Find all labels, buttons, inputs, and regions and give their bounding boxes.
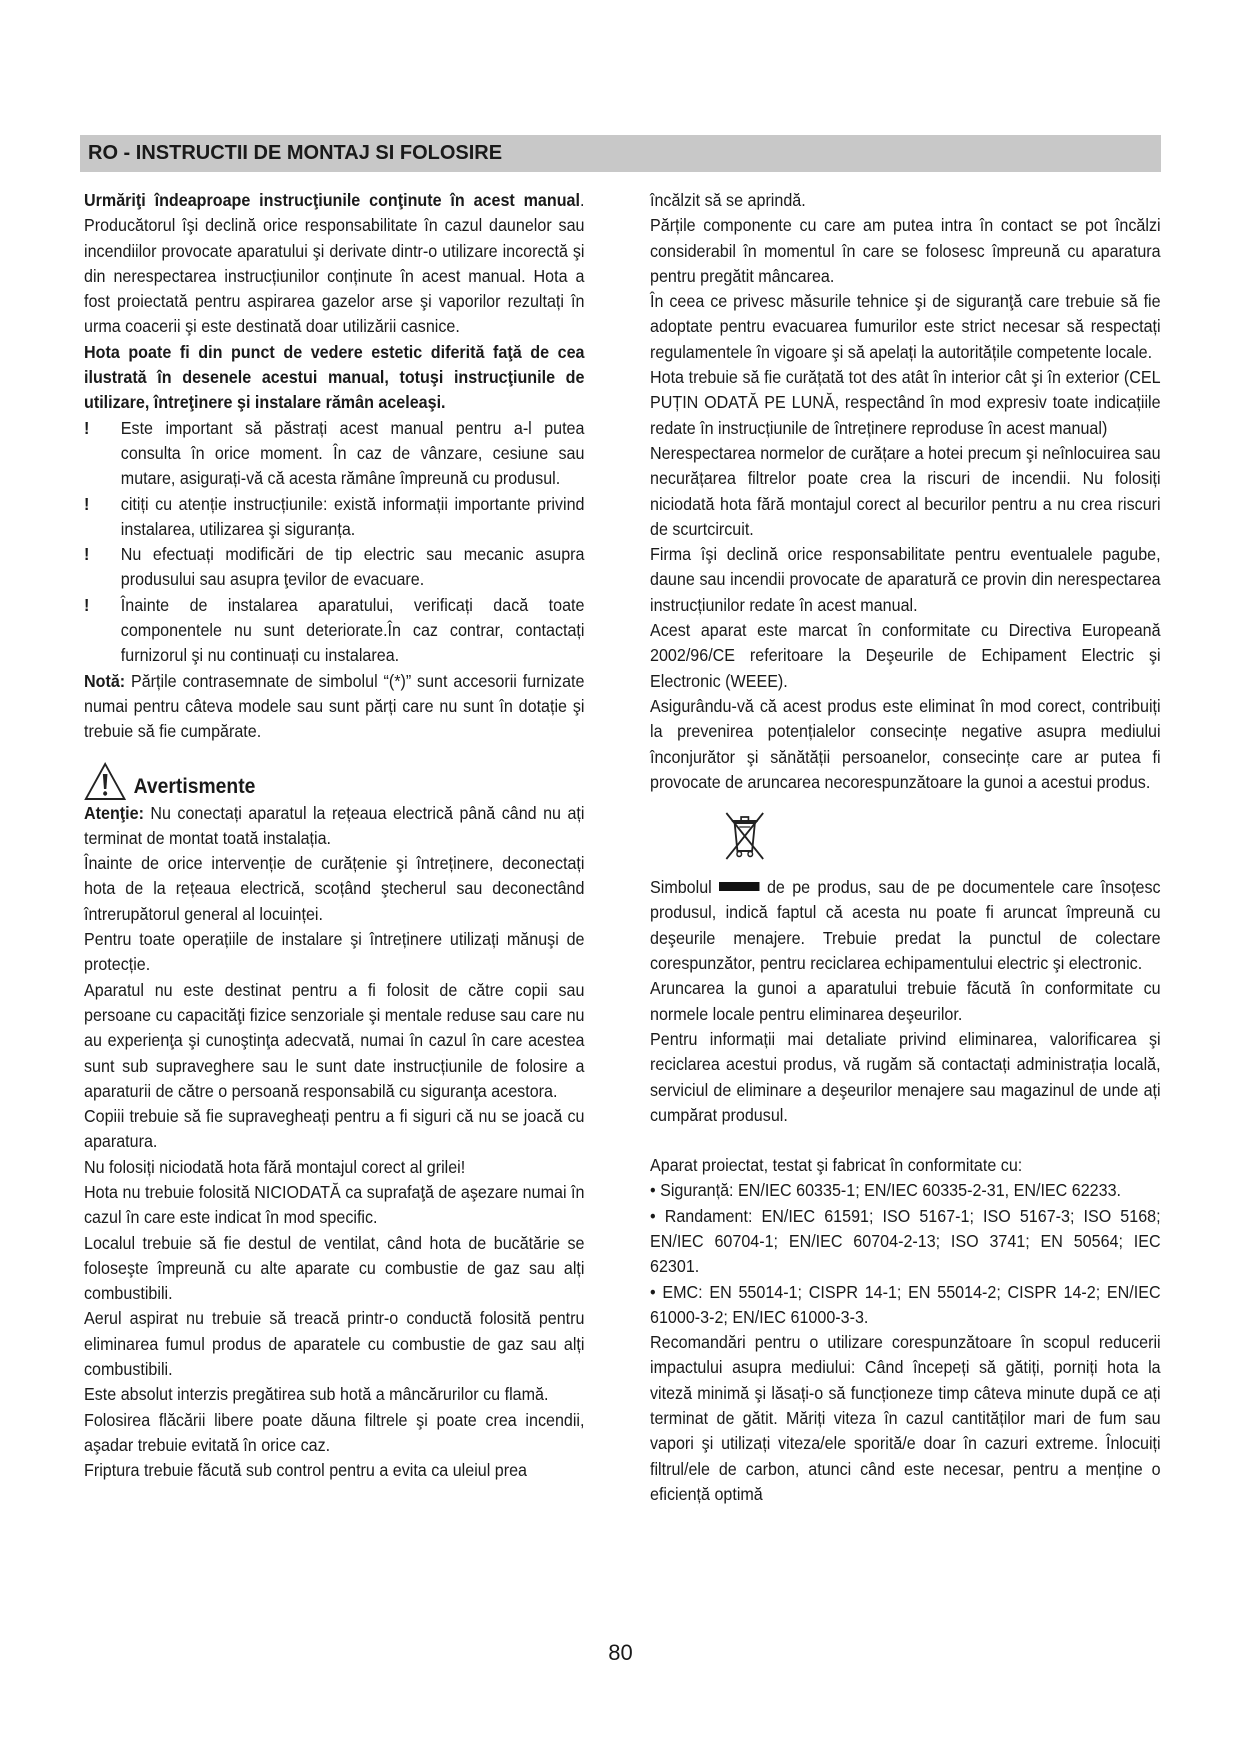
warning-triangle-icon [84,761,126,801]
intro-paragraph [84,188,584,340]
paragraph: Nerespectarea normelor de curățare a hotei precum şi neînlocuirea sau necurățarea filtrelor poate crea la riscuri de incendii. Nu folosiți niciodată hota fără montajul corect al becurilor pentru a nu crea riscuri de scurtcircuit. [650,442,1161,539]
standards-item: • Randament: EN/IEC 61591; ISO 5167-1; ISO 5167-3; ISO 5168; EN/IEC 60704-1; EN/IEC 60704-2-13; ISO 3741; EN 50564; IEC 62301. [650,1205,1161,1277]
paragraph: Firma îşi declină orice responsabilitate pentru eventualele pagube, daune sau incendii provocate de aparatură ce provin din nerespectarea instrucțiunilor redate în acest manual. [650,544,1161,615]
paragraph: Hota nu trebuie folosită NICIODATĂ ca suprafaţă de aşezare numai în cazul în care este indicat în mod specific. [84,1181,585,1228]
paragraph: Acest aparat este marcat în conformitate cu Directiva Europeană 2002/96/CE referitoare la Deşeurile de Echipament Electric şi Electronic (WEEE). [650,620,1161,691]
paragraph: Localul trebuie să fie destul de ventilat, când hota de bucătărie se foloseşte împreună cu alte aparate cu combustie de gaz sau alți combustibili. [84,1232,585,1304]
page-number: 80 [608,1640,633,1665]
paragraph: Înainte de orice intervenție de curățenie şi întreținere, deconectați hota de la rețeaua electrică, scoțând ştecherul sau deconectând întrerupătorul general al locuinței. [84,853,585,924]
symbol-paragraph: Simbolul de pe produs, sau de pe documentele care însoțesc produsul, indică faptul că acesta nu poate fi aruncat împreună cu deşeurile menajere. Trebuie predat la punctul de colectare corespunzător, pentru reciclarea echipamentului electric şi electronic. [650,877,1161,974]
paragraph: Aparat proiectat, testat şi fabricat în conformitate cu: [650,1155,1023,1176]
warnings-title: Avertismente [133,775,256,799]
intro-text: . Producătorul îşi declină orice responsabilitate în cazul daunelor sau incendiilor provocate aparatului şi derivate dintr-o utilizare incorectă şi din nerespectarea instrucțiunilor conținute în acest manual. Hota a fost proiectată pentru aspirarea gazelor arse şi vaporilor rezultați în urma coacerii şi este destinată doar utilizării casnice. [84,190,585,337]
warnings-heading [84,759,584,801]
spacer [650,1128,1161,1153]
paragraph: Asigurându-vă că acest produs este eliminat în mod corect, contribuiți la prevenirea potențialelor consecințe negative asupra mediului înconjurător şi sănătății persoanelor, consecințe care ar putea fi provocate de aruncarea necorespunzătoare la gunoi a acestui produs. [650,695,1161,792]
paragraph: În ceea ce privesc măsurile tehnice şi de siguranţă care trebuie să fie adoptate pentru evacuarea fumurilor este strict necesar să respectați regulamentele în vigoare şi să apelați la autoritățile competente locale. [650,291,1161,362]
bullet-item: ! Nu efectuați modificări de tip electric sau mecanic asupra produsului sau asupra ţevilor de evacuare. [84,544,585,590]
paragraph: Aerul aspirat nu trebuie să treacă printr-o conductă folosită pentru eliminarea fumul produs de aparatele cu combustie de gaz sau alți combustibili. [84,1308,585,1380]
paragraph: Copiii trebuie să fie supravegheați pentru a fi siguri că nu se joacă cu aparatura. [84,1106,585,1152]
standards-item: • EMC: EN 55014-1; CISPR 14-1; EN 55014-2; CISPR 14-2; EN/IEC 61000-3-2; EN/IEC 61000-3-3. [650,1281,1161,1327]
paragraph: Pentru toate operațiile de instalare şi întreținere utilizați mănuşi de protecție. [84,929,585,975]
paragraph: Este absolut interzis pregătirea sub hotă a mâncărurilor cu flamă. [84,1384,549,1405]
paragraph: Pentru informații mai detaliate privind eliminarea, valorificarea şi reciclarea acestui produs, vă rugăm să contactați administrația locală, serviciul de eliminare a deşeurilor menajere sau magazinul de unde ați cumpărat produsul. [650,1028,1161,1125]
paragraph: Hota trebuie să fie curățată tot des atât în interior cât şi în exterior (CEL PUȚIN ODATĂ PE LUNĂ, respectând în mod expresiv toate indicațiile redate în instrucțiunile de întreținere reproduse în acest manual) [650,367,1161,438]
design-note: Hota poate fi din punct de vedere estetic diferită faţă de cea ilustrată în desenele acestui manual, totuşi instrucţiunile de utilizare, întreţinere şi instalare rămân aceleaşi. [84,341,585,413]
paragraph: Friptura trebuie făcută sub control pentru a evita ca uleiul prea [84,1460,528,1481]
crossed-out-wheelie-bin-icon [719,807,771,863]
accessory-note: Notă: Părțile contrasemnate de simbolul “(*)” sunt accesorii furnizate numai pentru câteva modele sau sunt părți care nu sunt în dotație şi trebuie să fie cumpărate. [84,670,585,742]
right-column [650,188,1161,1507]
attention-paragraph: Atenţie: Nu conectați aparatul la rețeaua electrică până când nu ați terminat de montat toată instalația. [84,802,585,848]
standards-item: • Siguranță: EN/IEC 60335-1; EN/IEC 60335-2-31, EN/IEC 62233. [650,1180,1122,1201]
bullet-item: ! Este important să păstrați acest manual pentru a-l putea consulta în orice moment. În caz de vânzare, cesiune sau mutare, asigurați-vă că acesta rămâne împreună cu produsul. [84,417,585,489]
section-header [80,135,1161,172]
paragraph: Folosirea flăcării libere poate dăuna filtrele şi poate crea incendii, aşadar trebuie evitată în orice caz. [84,1409,585,1455]
left-column [84,188,584,1484]
paragraph: Aparatul nu este destinat pentru a fi folosit de către copii sau persoane cu capacităţi fizice senzoriale şi mentale reduse sau care nu au experienţa şi cunoştinţa adecvată, numai în cazul în care acestea sunt sub supraveghere sau le sunt date instrucțiunile de folosire a aparaturii de către o persoană responsabilă cu siguranţa acestora. [84,979,585,1101]
paragraph: Părțile componente cu care am putea intra în contact se pot încălzi considerabil în momentul în care se folosesc împreună cu aparatura pentru pregătit mâncarea. [650,215,1161,286]
intro-bold: Urmăriţi îndeaproape instrucţiunile conţinute în acest manual [84,190,580,210]
bullet-item: ! citiți cu atenție instrucțiunile: există informații importante privind instalarea, utilizarea şi siguranța. [84,493,585,539]
black-bar-symbol [719,882,759,891]
paragraph: Nu folosiți niciodată hota fără montajul corect al grilei! [84,1156,466,1177]
paragraph: Recomandări pentru o utilizare corespunzătoare în scopul reducerii impactului asupra mediului: Când începeți să gătiți, porniți hota la viteză minimă şi lăsați-o să funcționeze timp câteva minute după ce ați terminat de gătit. Măriți viteza în cazul cantităților mari de fum sau vapori şi utilizați viteza/ele sporită/e doar în cazuri extreme. Înlocuiți filtrul/ele de carbon, atunci când este necesar, pentru a menține o eficiență optimă [650,1332,1161,1504]
paragraph: Aruncarea la gunoi a aparatului trebuie făcută în conformitate cu normele locale pentru eliminarea deşeurilor. [650,978,1161,1024]
section-title: RO - INSTRUCTII DE MONTAJ SI FOLOSIRE [88,142,503,164]
bullet-item: ! Înainte de instalarea aparatului, verificați dacă toate componentele nu sunt deteriorate.În caz contrar, contactați furnizorul şi nu continuați cu instalarea. [84,594,585,666]
paragraph: încălzit să se aprindă. [650,190,806,210]
